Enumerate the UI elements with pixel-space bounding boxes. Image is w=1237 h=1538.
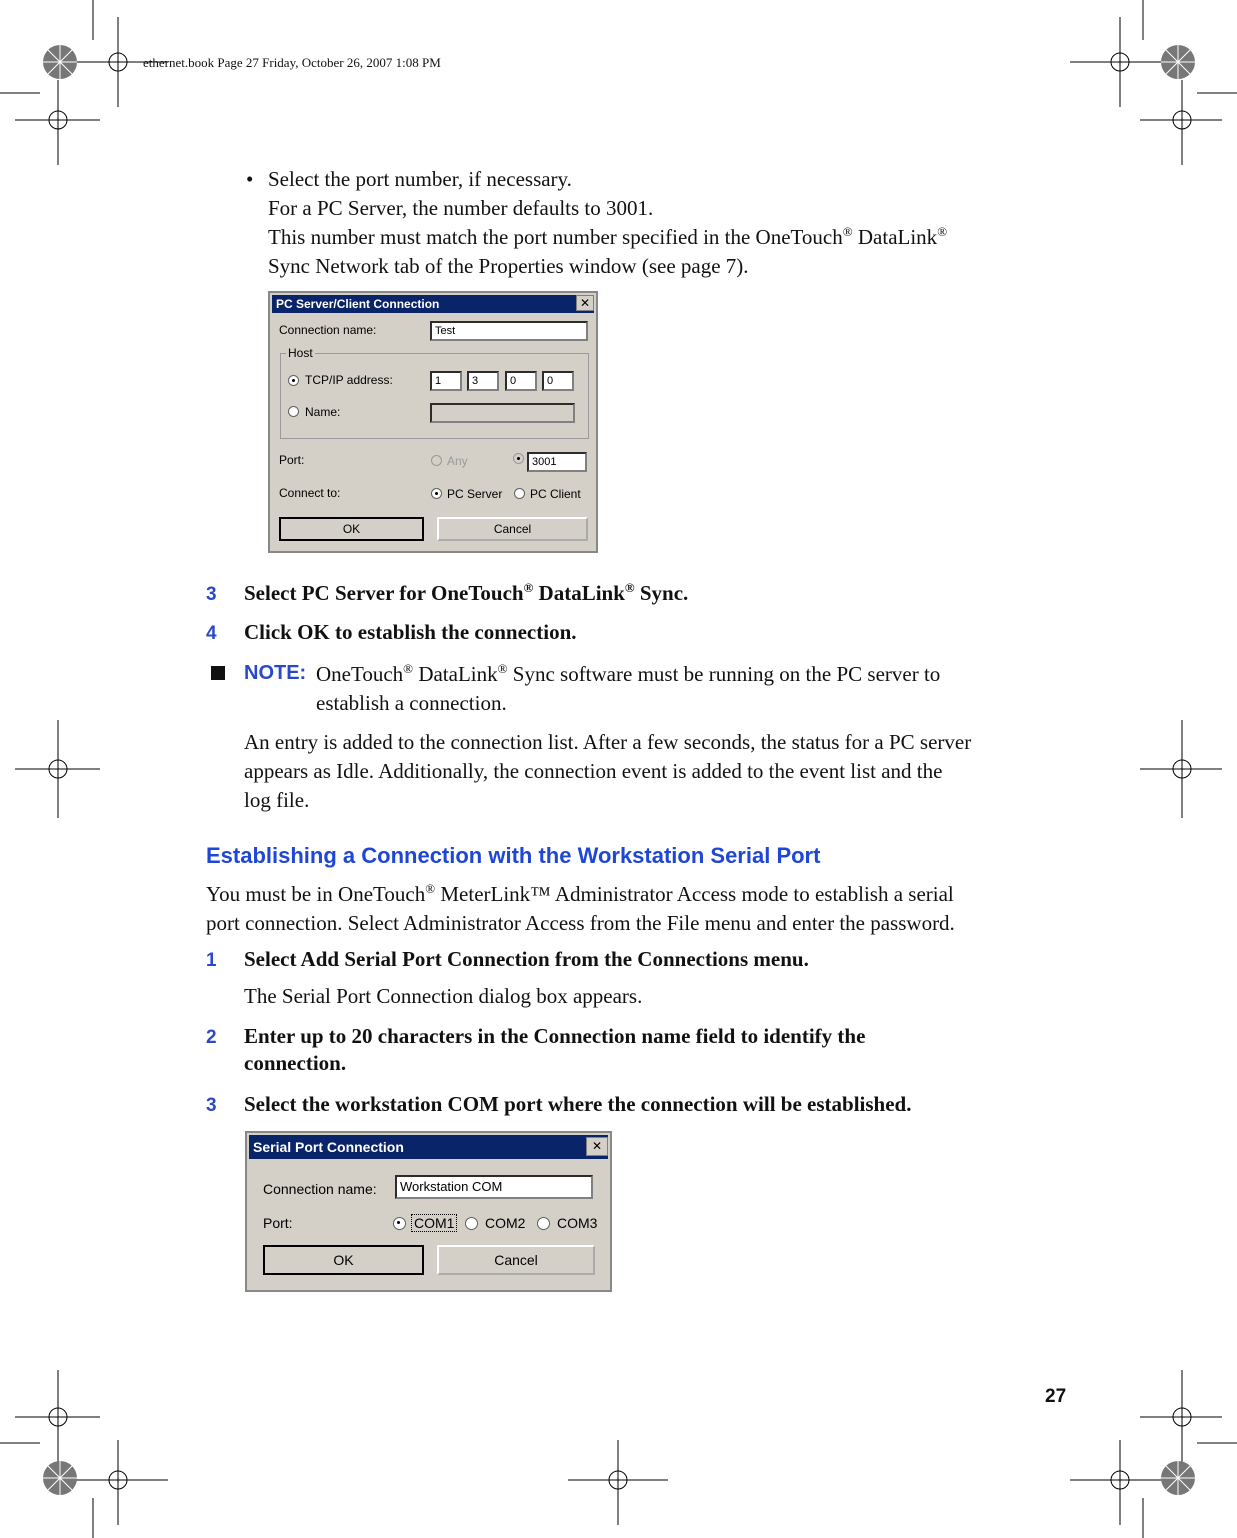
intro-line-1: You must be in OneTouch® MeterLink™ Administrator Access mode to establish a serial [206,881,954,906]
step-subtext: The Serial Port Connection dialog box appears. [244,984,643,1008]
port-label: Port: [263,1215,293,1231]
step-number: 3 [206,584,217,605]
step-text: Select PC Server for OneTouch® DataLink® Sync. [244,580,689,605]
page-number: 27 [1045,1386,1067,1407]
com3-label: COM3 [557,1215,598,1231]
com2-label: COM2 [485,1215,526,1231]
pc-client-radio[interactable] [514,488,525,499]
connection-name-input[interactable]: Test [430,321,588,341]
close-icon[interactable]: ✕ [586,1137,608,1156]
note-square-icon [211,666,225,680]
page-header: ethernet.book Page 27 Friday, October 26, 2007 1:08 PM [143,55,441,70]
connection-name-label: Connection name: [279,323,377,337]
serial-port-connection-dialog [245,1131,612,1292]
paragraph-line-1: An entry is added to the connection list. After a few seconds, the status for a PC server [244,730,972,754]
name-input[interactable] [430,403,575,423]
dialog-title: Serial Port Connection [249,1135,608,1159]
tcpip-label: TCP/IP address: [305,373,393,387]
tcpip-radio[interactable] [288,375,299,386]
com1-label: COM1 [411,1214,457,1232]
pc-server-label: PC Server [447,487,503,501]
com2-radio[interactable] [465,1217,478,1230]
ip-octet-4[interactable]: 0 [542,371,574,391]
step-number: 2 [206,1027,217,1048]
note-line-2: establish a connection. [316,691,507,715]
port-number-radio[interactable] [513,453,524,464]
bullet-line-1: Select the port number, if necessary. [268,167,572,191]
step-number: 3 [206,1095,217,1116]
name-label: Name: [305,405,341,419]
step-number: 1 [206,950,217,971]
section-heading: Establishing a Connection with the Workstation Serial Port [206,843,821,868]
com1-radio[interactable] [393,1217,406,1230]
name-radio[interactable] [288,406,299,417]
ip-octet-2[interactable]: 3 [467,371,499,391]
port-any-label: Any [447,454,468,468]
step-text-line-1: Enter up to 20 characters in the Connection name field to identify the [244,1024,866,1048]
port-input[interactable]: 3001 [527,452,587,472]
port-any-radio[interactable] [431,455,442,466]
close-icon[interactable]: ✕ [576,295,594,311]
note-line-1: OneTouch® DataLink® Sync software must be running on the PC server to [316,661,941,686]
bullet-marker: • [246,167,254,191]
ok-button[interactable]: OK [263,1245,424,1275]
pc-client-label: PC Client [530,487,581,501]
port-label: Port: [279,453,305,467]
ip-octet-3[interactable]: 0 [505,371,537,391]
connection-name-input[interactable]: Workstation COM [395,1175,593,1199]
cancel-button[interactable]: Cancel [437,1245,595,1275]
connection-name-label: Connection name: [263,1181,377,1197]
bullet-line-3: This number must match the port number specified in the OneTouch® DataLink® [268,224,948,249]
step-text: Click OK to establish the connection. [244,620,577,644]
cancel-button[interactable]: Cancel [437,517,588,541]
bullet-line-2: For a PC Server, the number defaults to 3001. [268,196,654,220]
note-label: NOTE: [244,662,307,684]
bullet-line-4: Sync Network tab of the Properties window (see page 7). [268,254,749,278]
dialog-title: PC Server/Client Connection [272,295,594,313]
paragraph-line-2: appears as Idle. Additionally, the connection event is added to the event list and the [244,759,943,783]
host-label: Host [288,346,313,360]
intro-line-2: port connection. Select Administrator Access from the File menu and enter the password. [206,911,955,935]
ok-button[interactable]: OK [279,517,424,541]
ip-octet-1[interactable]: 1 [430,371,462,391]
step-text: Select the workstation COM port where the connection will be established. [244,1092,912,1116]
pc-server-radio[interactable] [431,488,442,499]
connect-to-label: Connect to: [279,486,341,500]
step-text-line-2: connection. [244,1051,347,1075]
step-number: 4 [206,623,217,644]
pc-server-client-dialog [268,291,598,553]
paragraph-line-3: log file. [244,788,310,812]
host-group [280,353,589,439]
com3-radio[interactable] [537,1217,550,1230]
step-text: Select Add Serial Port Connection from the Connections menu. [244,947,809,971]
